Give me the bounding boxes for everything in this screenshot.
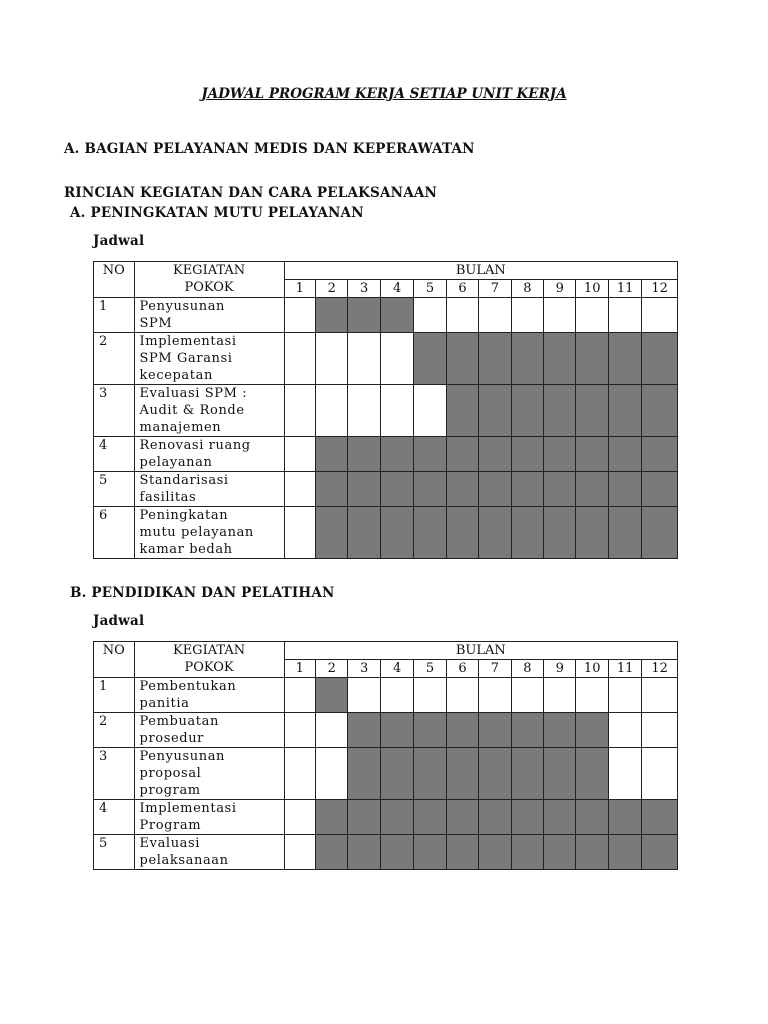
month-cell-empty: [315, 333, 347, 385]
month-cell-empty: [380, 678, 413, 713]
month-cell-scheduled: [544, 507, 576, 559]
month-header: 7: [479, 660, 511, 678]
month-cell-scheduled: [315, 507, 347, 559]
rincian-heading: RINCIAN KEGIATAN DAN CARA PELAKSANAAN: [64, 185, 438, 201]
activity-line: Standarisasi: [139, 473, 229, 488]
month-cell-scheduled: [576, 748, 608, 800]
month-cell-scheduled: [479, 507, 511, 559]
month-header: 5: [414, 280, 446, 298]
month-header: 8: [511, 280, 543, 298]
table-row: [94, 678, 678, 713]
activity-line: Renovasi ruang: [139, 438, 251, 453]
activity-line: prosedur: [139, 731, 204, 746]
month-cell-scheduled: [380, 835, 413, 870]
header-no: NO: [94, 262, 135, 298]
activity-cell: [134, 437, 284, 472]
month-header: 2: [315, 660, 347, 678]
row-number: 3: [94, 385, 135, 437]
month-cell-scheduled: [642, 472, 678, 507]
month-cell-empty: [608, 748, 641, 800]
month-cell-scheduled: [511, 437, 543, 472]
month-cell-empty: [284, 333, 315, 385]
month-cell-scheduled: [544, 713, 576, 748]
month-cell-scheduled: [511, 472, 543, 507]
month-cell-scheduled: [414, 713, 446, 748]
activity-line: Pembentukan: [139, 679, 237, 694]
month-cell-empty: [511, 678, 543, 713]
month-cell-scheduled: [380, 800, 413, 835]
month-cell-scheduled: [544, 835, 576, 870]
month-cell-empty: [284, 507, 315, 559]
table-row: [94, 385, 678, 437]
month-cell-scheduled: [608, 385, 641, 437]
row-number: 6: [94, 507, 135, 559]
month-cell-scheduled: [348, 800, 380, 835]
month-cell-scheduled: [348, 437, 380, 472]
month-cell-empty: [479, 678, 511, 713]
header-kegiatan-line1: KEGIATAN: [172, 263, 246, 278]
month-header: 12: [642, 660, 678, 678]
month-header: 11: [608, 660, 641, 678]
month-cell-empty: [315, 748, 347, 800]
month-header: 6: [446, 280, 478, 298]
month-header: 9: [544, 660, 576, 678]
row-number: 4: [94, 437, 135, 472]
month-cell-empty: [284, 678, 315, 713]
activity-cell: [134, 507, 284, 559]
month-header: 1: [284, 660, 315, 678]
month-cell-scheduled: [348, 835, 380, 870]
month-cell-empty: [348, 678, 380, 713]
month-cell-scheduled: [576, 385, 608, 437]
month-cell-scheduled: [511, 713, 543, 748]
month-header: 11: [608, 280, 641, 298]
month-cell-empty: [284, 385, 315, 437]
month-cell-scheduled: [608, 800, 641, 835]
activity-cell: [134, 835, 284, 870]
row-number: 3: [94, 748, 135, 800]
activity-line: Penyusunan: [139, 299, 226, 314]
month-cell-scheduled: [608, 507, 641, 559]
month-cell-scheduled: [544, 385, 576, 437]
row-number: 1: [94, 678, 135, 713]
month-cell-scheduled: [511, 333, 543, 385]
month-cell-scheduled: [576, 333, 608, 385]
month-cell-scheduled: [380, 437, 413, 472]
month-cell-scheduled: [446, 472, 478, 507]
month-cell-empty: [608, 713, 641, 748]
activity-line: program: [139, 783, 201, 798]
month-header: 4: [380, 660, 413, 678]
month-cell-empty: [414, 298, 446, 333]
activity-line: Pembuatan: [139, 714, 219, 729]
month-cell-scheduled: [544, 437, 576, 472]
document-title: JADWAL PROGRAM KERJA SETIAP UNIT KERJA: [201, 86, 567, 102]
month-cell-scheduled: [348, 298, 380, 333]
activity-line: fasilitas: [139, 490, 197, 505]
month-cell-empty: [348, 385, 380, 437]
month-cell-scheduled: [315, 835, 347, 870]
activity-cell: [134, 385, 284, 437]
month-cell-scheduled: [380, 472, 413, 507]
month-cell-scheduled: [446, 748, 478, 800]
month-cell-scheduled: [544, 800, 576, 835]
month-cell-scheduled: [479, 800, 511, 835]
month-cell-scheduled: [576, 437, 608, 472]
month-cell-empty: [284, 298, 315, 333]
month-cell-scheduled: [446, 713, 478, 748]
activity-line: Implementasi: [139, 334, 237, 349]
month-cell-scheduled: [380, 713, 413, 748]
activity-line: kecepatan: [139, 368, 213, 383]
section-a-heading: A. BAGIAN PELAYANAN MEDIS DAN KEPERAWATAN: [64, 141, 475, 157]
month-cell-scheduled: [608, 472, 641, 507]
month-cell-scheduled: [642, 835, 678, 870]
month-header: 8: [511, 660, 543, 678]
activity-line: SPM Garansi: [139, 351, 233, 366]
month-cell-scheduled: [608, 437, 641, 472]
month-cell-empty: [348, 333, 380, 385]
row-number: 1: [94, 298, 135, 333]
month-cell-scheduled: [446, 437, 478, 472]
month-cell-empty: [414, 678, 446, 713]
month-cell-empty: [576, 298, 608, 333]
header-kegiatan: [134, 642, 284, 678]
activity-line: Audit & Ronde: [139, 403, 245, 418]
month-cell-scheduled: [446, 835, 478, 870]
schedule-table-a: [93, 261, 678, 559]
month-cell-scheduled: [642, 333, 678, 385]
month-cell-scheduled: [446, 333, 478, 385]
month-cell-scheduled: [348, 472, 380, 507]
month-cell-scheduled: [380, 507, 413, 559]
month-cell-empty: [284, 713, 315, 748]
month-cell-scheduled: [511, 385, 543, 437]
activity-cell: [134, 713, 284, 748]
month-cell-empty: [284, 748, 315, 800]
month-cell-scheduled: [576, 713, 608, 748]
month-cell-empty: [642, 748, 678, 800]
row-number: 5: [94, 835, 135, 870]
table-a-heading: A. PENINGKATAN MUTU PELAYANAN: [70, 205, 364, 221]
activity-line: Peningkatan: [139, 508, 229, 523]
month-cell-scheduled: [446, 800, 478, 835]
table-row: [94, 507, 678, 559]
month-cell-scheduled: [642, 385, 678, 437]
month-cell-empty: [642, 678, 678, 713]
table-b-heading: B. PENDIDIKAN DAN PELATIHAN: [70, 585, 335, 601]
month-cell-scheduled: [479, 748, 511, 800]
month-cell-scheduled: [414, 835, 446, 870]
month-cell-scheduled: [414, 437, 446, 472]
month-header: 9: [544, 280, 576, 298]
month-cell-scheduled: [511, 748, 543, 800]
activity-line: Penyusunan: [139, 749, 226, 764]
month-cell-empty: [544, 678, 576, 713]
header-kegiatan: [134, 262, 284, 298]
month-cell-empty: [642, 298, 678, 333]
month-cell-empty: [544, 298, 576, 333]
month-cell-empty: [479, 298, 511, 333]
table-row: [94, 333, 678, 385]
header-bulan: BULAN: [284, 262, 677, 280]
month-cell-empty: [414, 385, 446, 437]
row-number: 4: [94, 800, 135, 835]
month-header: 6: [446, 660, 478, 678]
month-cell-empty: [380, 333, 413, 385]
month-cell-scheduled: [479, 437, 511, 472]
month-header: 10: [576, 280, 608, 298]
month-header: 5: [414, 660, 446, 678]
table-row: [94, 748, 678, 800]
table-row: [94, 298, 678, 333]
activity-line: manajemen: [139, 420, 222, 435]
activity-cell: [134, 748, 284, 800]
month-cell-scheduled: [544, 472, 576, 507]
month-cell-scheduled: [479, 835, 511, 870]
month-cell-empty: [380, 385, 413, 437]
activity-line: pelaksanaan: [139, 853, 229, 868]
month-cell-empty: [446, 298, 478, 333]
month-cell-scheduled: [414, 800, 446, 835]
month-cell-scheduled: [315, 472, 347, 507]
month-cell-scheduled: [642, 437, 678, 472]
month-cell-scheduled: [608, 835, 641, 870]
table-row: [94, 472, 678, 507]
activity-cell: [134, 678, 284, 713]
month-cell-empty: [446, 678, 478, 713]
month-cell-scheduled: [576, 472, 608, 507]
month-cell-scheduled: [479, 385, 511, 437]
month-cell-empty: [284, 472, 315, 507]
month-cell-scheduled: [380, 298, 413, 333]
header-kegiatan-line2: POKOK: [184, 280, 234, 295]
month-cell-empty: [284, 800, 315, 835]
month-cell-empty: [315, 385, 347, 437]
month-cell-empty: [608, 298, 641, 333]
activity-line: pelayanan: [139, 455, 213, 470]
month-cell-scheduled: [576, 507, 608, 559]
month-cell-scheduled: [414, 333, 446, 385]
table-row: [94, 800, 678, 835]
month-cell-scheduled: [414, 748, 446, 800]
activity-line: Implementasi: [139, 801, 237, 816]
month-cell-scheduled: [544, 333, 576, 385]
month-header: 3: [348, 660, 380, 678]
header-bulan: BULAN: [284, 642, 677, 660]
month-cell-scheduled: [315, 800, 347, 835]
activity-cell: [134, 298, 284, 333]
month-cell-scheduled: [479, 333, 511, 385]
month-cell-scheduled: [348, 748, 380, 800]
month-cell-scheduled: [511, 835, 543, 870]
activity-cell: [134, 472, 284, 507]
month-cell-scheduled: [315, 678, 347, 713]
month-header: 7: [479, 280, 511, 298]
activity-line: Evaluasi SPM :: [139, 386, 248, 401]
activity-cell: [134, 800, 284, 835]
header-kegiatan-line2: POKOK: [184, 660, 234, 675]
activity-line: panitia: [139, 696, 190, 711]
month-cell-scheduled: [511, 507, 543, 559]
schedule-table-b: [93, 641, 678, 870]
month-cell-scheduled: [642, 507, 678, 559]
month-header: 10: [576, 660, 608, 678]
month-cell-scheduled: [576, 800, 608, 835]
table-a-jadwal-label: Jadwal: [93, 233, 145, 249]
month-cell-scheduled: [414, 507, 446, 559]
month-cell-scheduled: [576, 835, 608, 870]
month-header: 12: [642, 280, 678, 298]
month-cell-scheduled: [348, 507, 380, 559]
table-row: [94, 835, 678, 870]
header-no: NO: [94, 642, 135, 678]
activity-line: kamar bedah: [139, 542, 233, 557]
activity-line: Program: [139, 818, 202, 833]
table-row: [94, 713, 678, 748]
row-number: 2: [94, 713, 135, 748]
month-cell-scheduled: [348, 713, 380, 748]
month-header: 2: [315, 280, 347, 298]
month-cell-scheduled: [608, 333, 641, 385]
month-cell-scheduled: [446, 507, 478, 559]
activity-cell: [134, 333, 284, 385]
month-cell-empty: [315, 713, 347, 748]
activity-line: proposal: [139, 766, 202, 781]
activity-line: Evaluasi: [139, 836, 201, 851]
month-cell-scheduled: [642, 800, 678, 835]
activity-line: mutu pelayanan: [139, 525, 254, 540]
month-cell-scheduled: [446, 385, 478, 437]
row-number: 2: [94, 333, 135, 385]
header-kegiatan-line1: KEGIATAN: [172, 643, 246, 658]
month-cell-empty: [511, 298, 543, 333]
month-cell-scheduled: [544, 748, 576, 800]
month-cell-empty: [642, 713, 678, 748]
table-row: [94, 437, 678, 472]
month-header: 4: [380, 280, 413, 298]
month-header: 3: [348, 280, 380, 298]
month-cell-scheduled: [479, 472, 511, 507]
month-cell-scheduled: [315, 437, 347, 472]
month-header: 1: [284, 280, 315, 298]
month-cell-empty: [284, 437, 315, 472]
month-cell-empty: [576, 678, 608, 713]
month-cell-empty: [608, 678, 641, 713]
month-cell-scheduled: [511, 800, 543, 835]
row-number: 5: [94, 472, 135, 507]
month-cell-scheduled: [380, 748, 413, 800]
activity-line: SPM: [139, 316, 173, 331]
table-b-jadwal-label: Jadwal: [93, 613, 145, 629]
month-cell-empty: [284, 835, 315, 870]
month-cell-scheduled: [315, 298, 347, 333]
month-cell-scheduled: [479, 713, 511, 748]
month-cell-scheduled: [414, 472, 446, 507]
